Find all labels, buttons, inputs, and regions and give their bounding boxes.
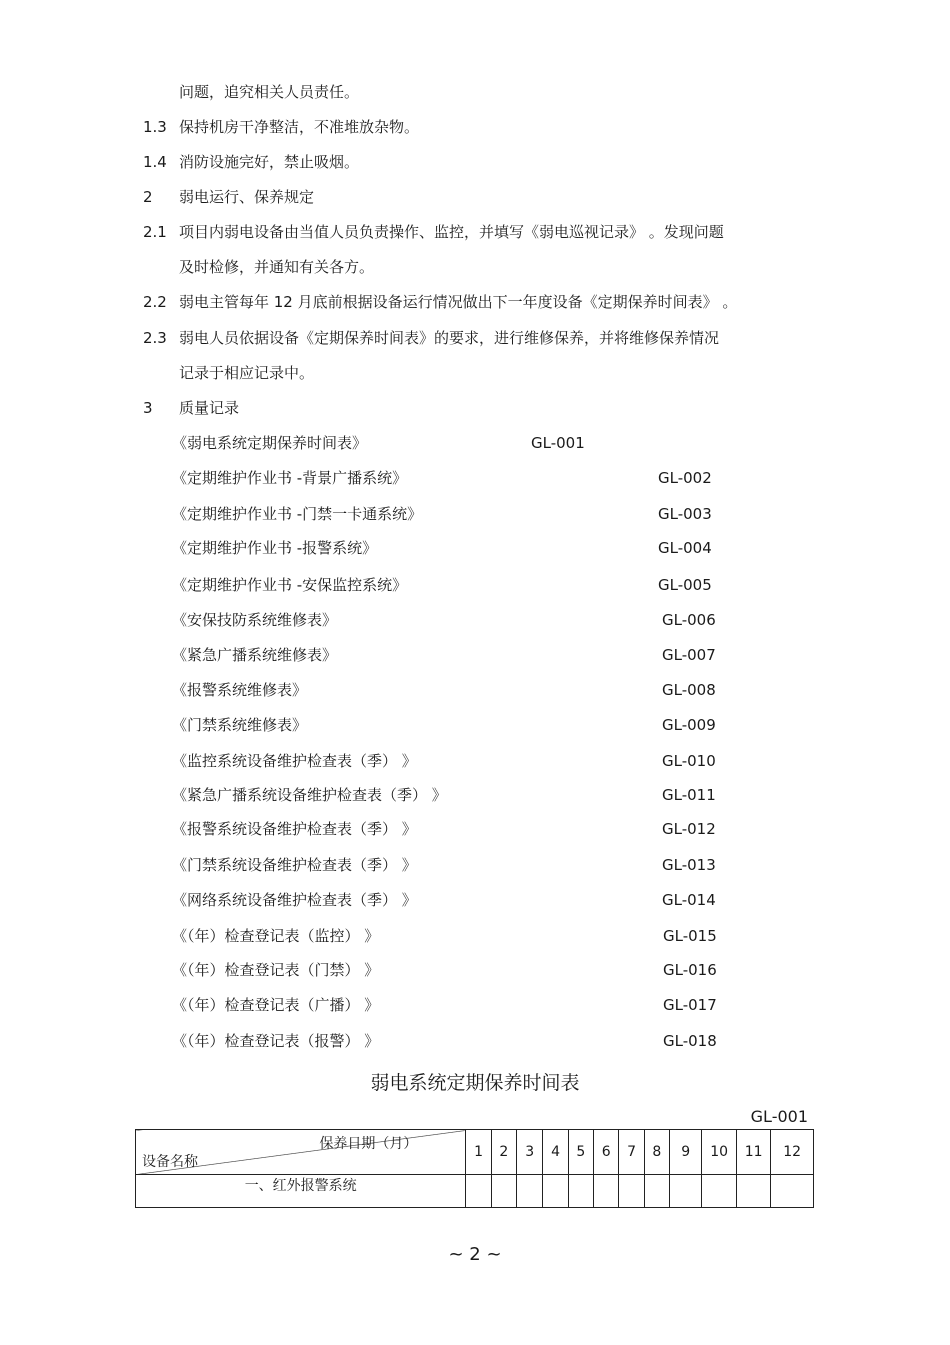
page-number: ~ 2 ~: [448, 1244, 502, 1265]
record-code: GL-003: [658, 505, 712, 523]
record-name: 《定期维护作业书 -门禁一卡通系统》: [172, 505, 423, 523]
record-code: GL-008: [662, 681, 716, 699]
record-code: GL-006: [662, 611, 716, 629]
record-name: 《（年）检查登记表（报警） 》: [172, 1032, 380, 1050]
schedule-cell: [644, 1175, 669, 1208]
record-code: GL-004: [658, 539, 712, 557]
record-name: 《定期维护作业书 -安保监控系统》: [172, 576, 408, 594]
clause-number: 2.2: [143, 293, 167, 311]
paragraph-text: 保持机房干净整洁，不准堆放杂物。: [179, 118, 420, 136]
record-name: 《定期维护作业书 -报警系统》: [172, 539, 378, 557]
record-code: GL-012: [662, 820, 716, 838]
schedule-cell: [619, 1175, 644, 1208]
clause-number: 2.3: [143, 329, 167, 347]
paragraph-text: 弱电人员依据设备《定期保养时间表》的要求，进行维修保养，并将维修保养情况: [179, 329, 720, 347]
record-name: 《门禁系统维修表》: [172, 716, 308, 734]
record-code: GL-017: [663, 996, 717, 1014]
equipment-name: 一、红外报警系统: [136, 1175, 466, 1208]
record-code: GL-001: [531, 434, 585, 452]
section-heading: 质量记录: [179, 399, 240, 417]
record-code: GL-015: [663, 927, 717, 945]
form-code: GL-001: [750, 1107, 808, 1126]
record-code: GL-010: [662, 752, 716, 770]
record-name: 《（年）检查登记表（监控） 》: [172, 927, 380, 945]
month-header: 3: [517, 1130, 543, 1175]
month-header: 4: [543, 1130, 568, 1175]
month-header: 5: [568, 1130, 593, 1175]
paragraph-text: 问题，追究相关人员责任。: [179, 83, 360, 101]
record-name: 《弱电系统定期保养时间表》: [172, 434, 368, 452]
month-header: 6: [594, 1130, 619, 1175]
record-code: GL-014: [662, 891, 716, 909]
schedule-cell: [702, 1175, 736, 1208]
paragraph-text: 弱电主管每年 12 月底前根据设备运行情况做出下一年度设备《定期保养时间表》 。: [179, 293, 738, 311]
schedule-cell: [670, 1175, 702, 1208]
schedule-cell: [771, 1175, 814, 1208]
schedule-title: 弱电系统定期保养时间表: [370, 1072, 580, 1094]
clause-number: 3: [143, 399, 153, 417]
record-name: 《门禁系统设备维护检查表（季） 》: [172, 856, 417, 874]
clause-number: 2.1: [143, 223, 167, 241]
schedule-table: [135, 1129, 814, 1208]
month-header: 12: [771, 1130, 814, 1175]
record-name: 《定期维护作业书 -背景广播系统》: [172, 469, 408, 487]
record-name: 《紧急广播系统维修表》: [172, 646, 338, 664]
clause-number: 2: [143, 188, 153, 206]
record-code: GL-005: [658, 576, 712, 594]
schedule-cell: [594, 1175, 619, 1208]
schedule-cell: [517, 1175, 543, 1208]
section-heading: 弱电运行、保养规定: [179, 188, 315, 206]
clause-number: 1.4: [143, 153, 167, 171]
paragraph-text: 记录于相应记录中。: [179, 364, 315, 382]
month-header: 9: [670, 1130, 702, 1175]
header-date-label: 保养日期（月）: [319, 1136, 418, 1152]
month-header: 2: [491, 1130, 516, 1175]
paragraph-text: 项目内弱电设备由当值人员负责操作、监控，并填写《弱电巡视记录》 。发现问题: [179, 223, 724, 241]
record-code: GL-016: [663, 961, 717, 979]
schedule-cell: [543, 1175, 568, 1208]
schedule-cell: [736, 1175, 770, 1208]
record-name: 《安保技防系统维修表》: [172, 611, 338, 629]
record-name: 《报警系统维修表》: [172, 681, 308, 699]
clause-number: 1.3: [143, 118, 167, 136]
header-equipment-label: 设备名称: [142, 1154, 198, 1170]
record-name: 《（年）检查登记表（广播） 》: [172, 996, 380, 1014]
schedule-cell: [568, 1175, 593, 1208]
paragraph-text: 消防设施完好，禁止吸烟。: [179, 153, 360, 171]
record-name: 《（年）检查登记表（门禁） 》: [172, 961, 380, 979]
schedule-cell: [491, 1175, 516, 1208]
record-name: 《报警系统设备维护检查表（季） 》: [172, 820, 417, 838]
month-header: 1: [466, 1130, 491, 1175]
month-header: 8: [644, 1130, 669, 1175]
record-name: 《网络系统设备维护检查表（季） 》: [172, 891, 417, 909]
record-code: GL-009: [662, 716, 716, 734]
table-row: [136, 1175, 814, 1208]
record-name: 《监控系统设备维护检查表（季） 》: [172, 752, 417, 770]
month-header: 10: [702, 1130, 736, 1175]
table-header-row: [136, 1130, 814, 1175]
diagonal-header-cell: [136, 1130, 466, 1175]
record-code: GL-011: [662, 786, 716, 804]
record-code: GL-013: [662, 856, 716, 874]
month-header: 11: [736, 1130, 770, 1175]
record-code: GL-002: [658, 469, 712, 487]
schedule-cell: [466, 1175, 491, 1208]
month-header: 7: [619, 1130, 644, 1175]
record-name: 《紧急广播系统设备维护检查表（季） 》: [172, 786, 447, 804]
record-code: GL-007: [662, 646, 716, 664]
record-code: GL-018: [663, 1032, 717, 1050]
paragraph-text: 及时检修，并通知有关各方。: [179, 258, 375, 276]
